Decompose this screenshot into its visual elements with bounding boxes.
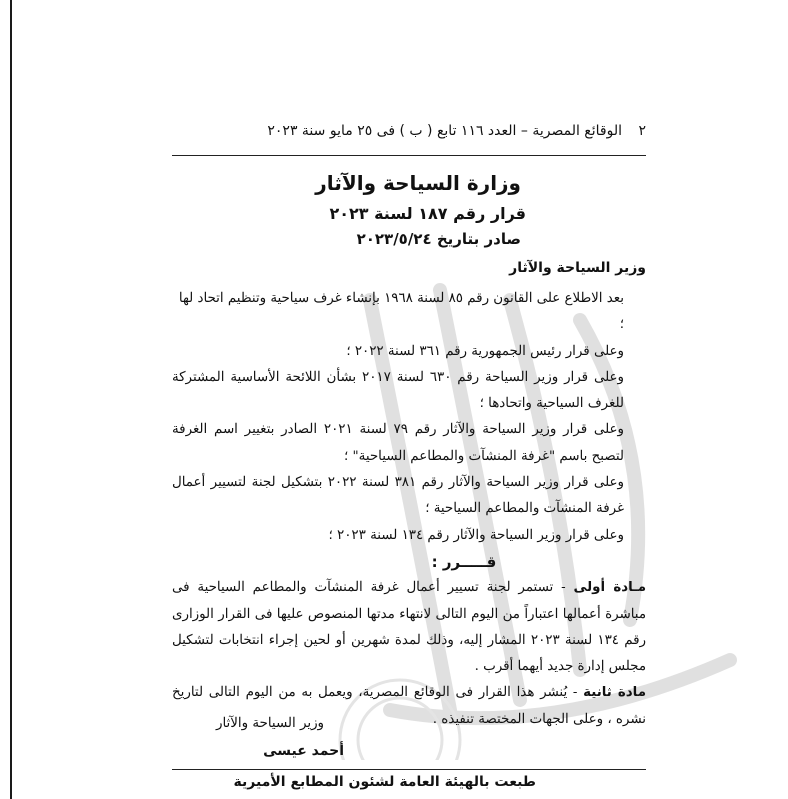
article-first (172, 575, 646, 680)
minister-heading: وزير السياحة والآثار (509, 260, 646, 276)
page-header (172, 123, 646, 145)
preamble-clause: وعلى قرار وزير السياحة والآثار رقم ٧٩ لسنة ٢٠٢١ الصادر بتغيير اسم الغرفة لتصبح باسم "غرفة المنشآت والمطاعم السياحية" ؛ (172, 422, 624, 464)
preamble-clause: وعلى قرار وزير السياحة والآثار رقم ١٣٤ لسنة ٢٠٢٣ ؛ (328, 527, 624, 543)
article-text: - يُنشر هذا القرار فى الوقائع المصرية، ويعمل به من اليوم التالى لتاريخ نشره ، وعلى الجهات المختصة تنفيذه . (172, 685, 646, 727)
gazette-page (172, 118, 646, 799)
signature-name: أحمد عيسى (263, 743, 344, 759)
page-left-border (10, 0, 12, 799)
decree-word: قـــــرر : (431, 552, 497, 571)
decree-body (172, 286, 646, 733)
ministry-title: وزارة السياحة والآثار (315, 171, 521, 195)
signature-title: وزير السياحة والآثار (216, 716, 324, 731)
article-label: مادة ثانية (583, 685, 646, 701)
header-divider (172, 155, 646, 156)
preamble-clause: وعلى قرار وزير السياحة رقم ٦٣٠ لسنة ٢٠١٧ بشأن اللائحة الأساسية المشتركة للغرف السياحية واتحادها ؛ (172, 369, 624, 412)
printer-credit: طبعت بالهيئة العامة لشئون المطابع الأميرية (233, 774, 536, 790)
preamble-clause: وعلى قرار رئيس الجمهورية رقم ٣٦١ لسنة ٢٠٢٢ ؛ (346, 343, 624, 359)
footer-divider (172, 769, 646, 770)
gazette-header-text: الوقائع المصرية – العدد ١١٦ تابع ( ب ) فى ٢٥ مايو سنة ٢٠٢٣ (267, 123, 622, 139)
page-number: ٢ (638, 123, 646, 139)
preamble-clause: وعلى قرار وزير السياحة والآثار رقم ٣٨١ لسنة ٢٠٢٢ بتشكيل لجنة لتسيير أعمال غرفة المنشآت والمطاعم السياحية ؛ (172, 475, 624, 517)
article-label: مـادة أولى (573, 580, 646, 596)
preamble-clause: بعد الاطلاع على القانون رقم ٨٥ لسنة ١٩٦٨ بإنشاء غرف سياحية وتنظيم اتحاد لها ؛ (178, 291, 624, 333)
decree-number: قرار رقم ١٨٧ لسنة ٢٠٢٣ (329, 204, 526, 223)
article-text: - تستمر لجنة تسيير أعمال غرفة المنشآت والمطاعم السياحية فى مباشرة أعمالها اعتباراً من اليوم التالى لانتهاء مدتها المنصوص عليها فى القرار الوزارى رقم ١٣٤ لسنة ٢٠٢٣ المشار إليه، وذلك لمدة شهرين أو لحين إجراء انتخابات لتشكيل مجلس إدارة جديد أيهما أقرب . (172, 580, 646, 675)
decree-date: صادر بتاريخ ٢٠٢٣/٥/٢٤ (356, 230, 521, 248)
